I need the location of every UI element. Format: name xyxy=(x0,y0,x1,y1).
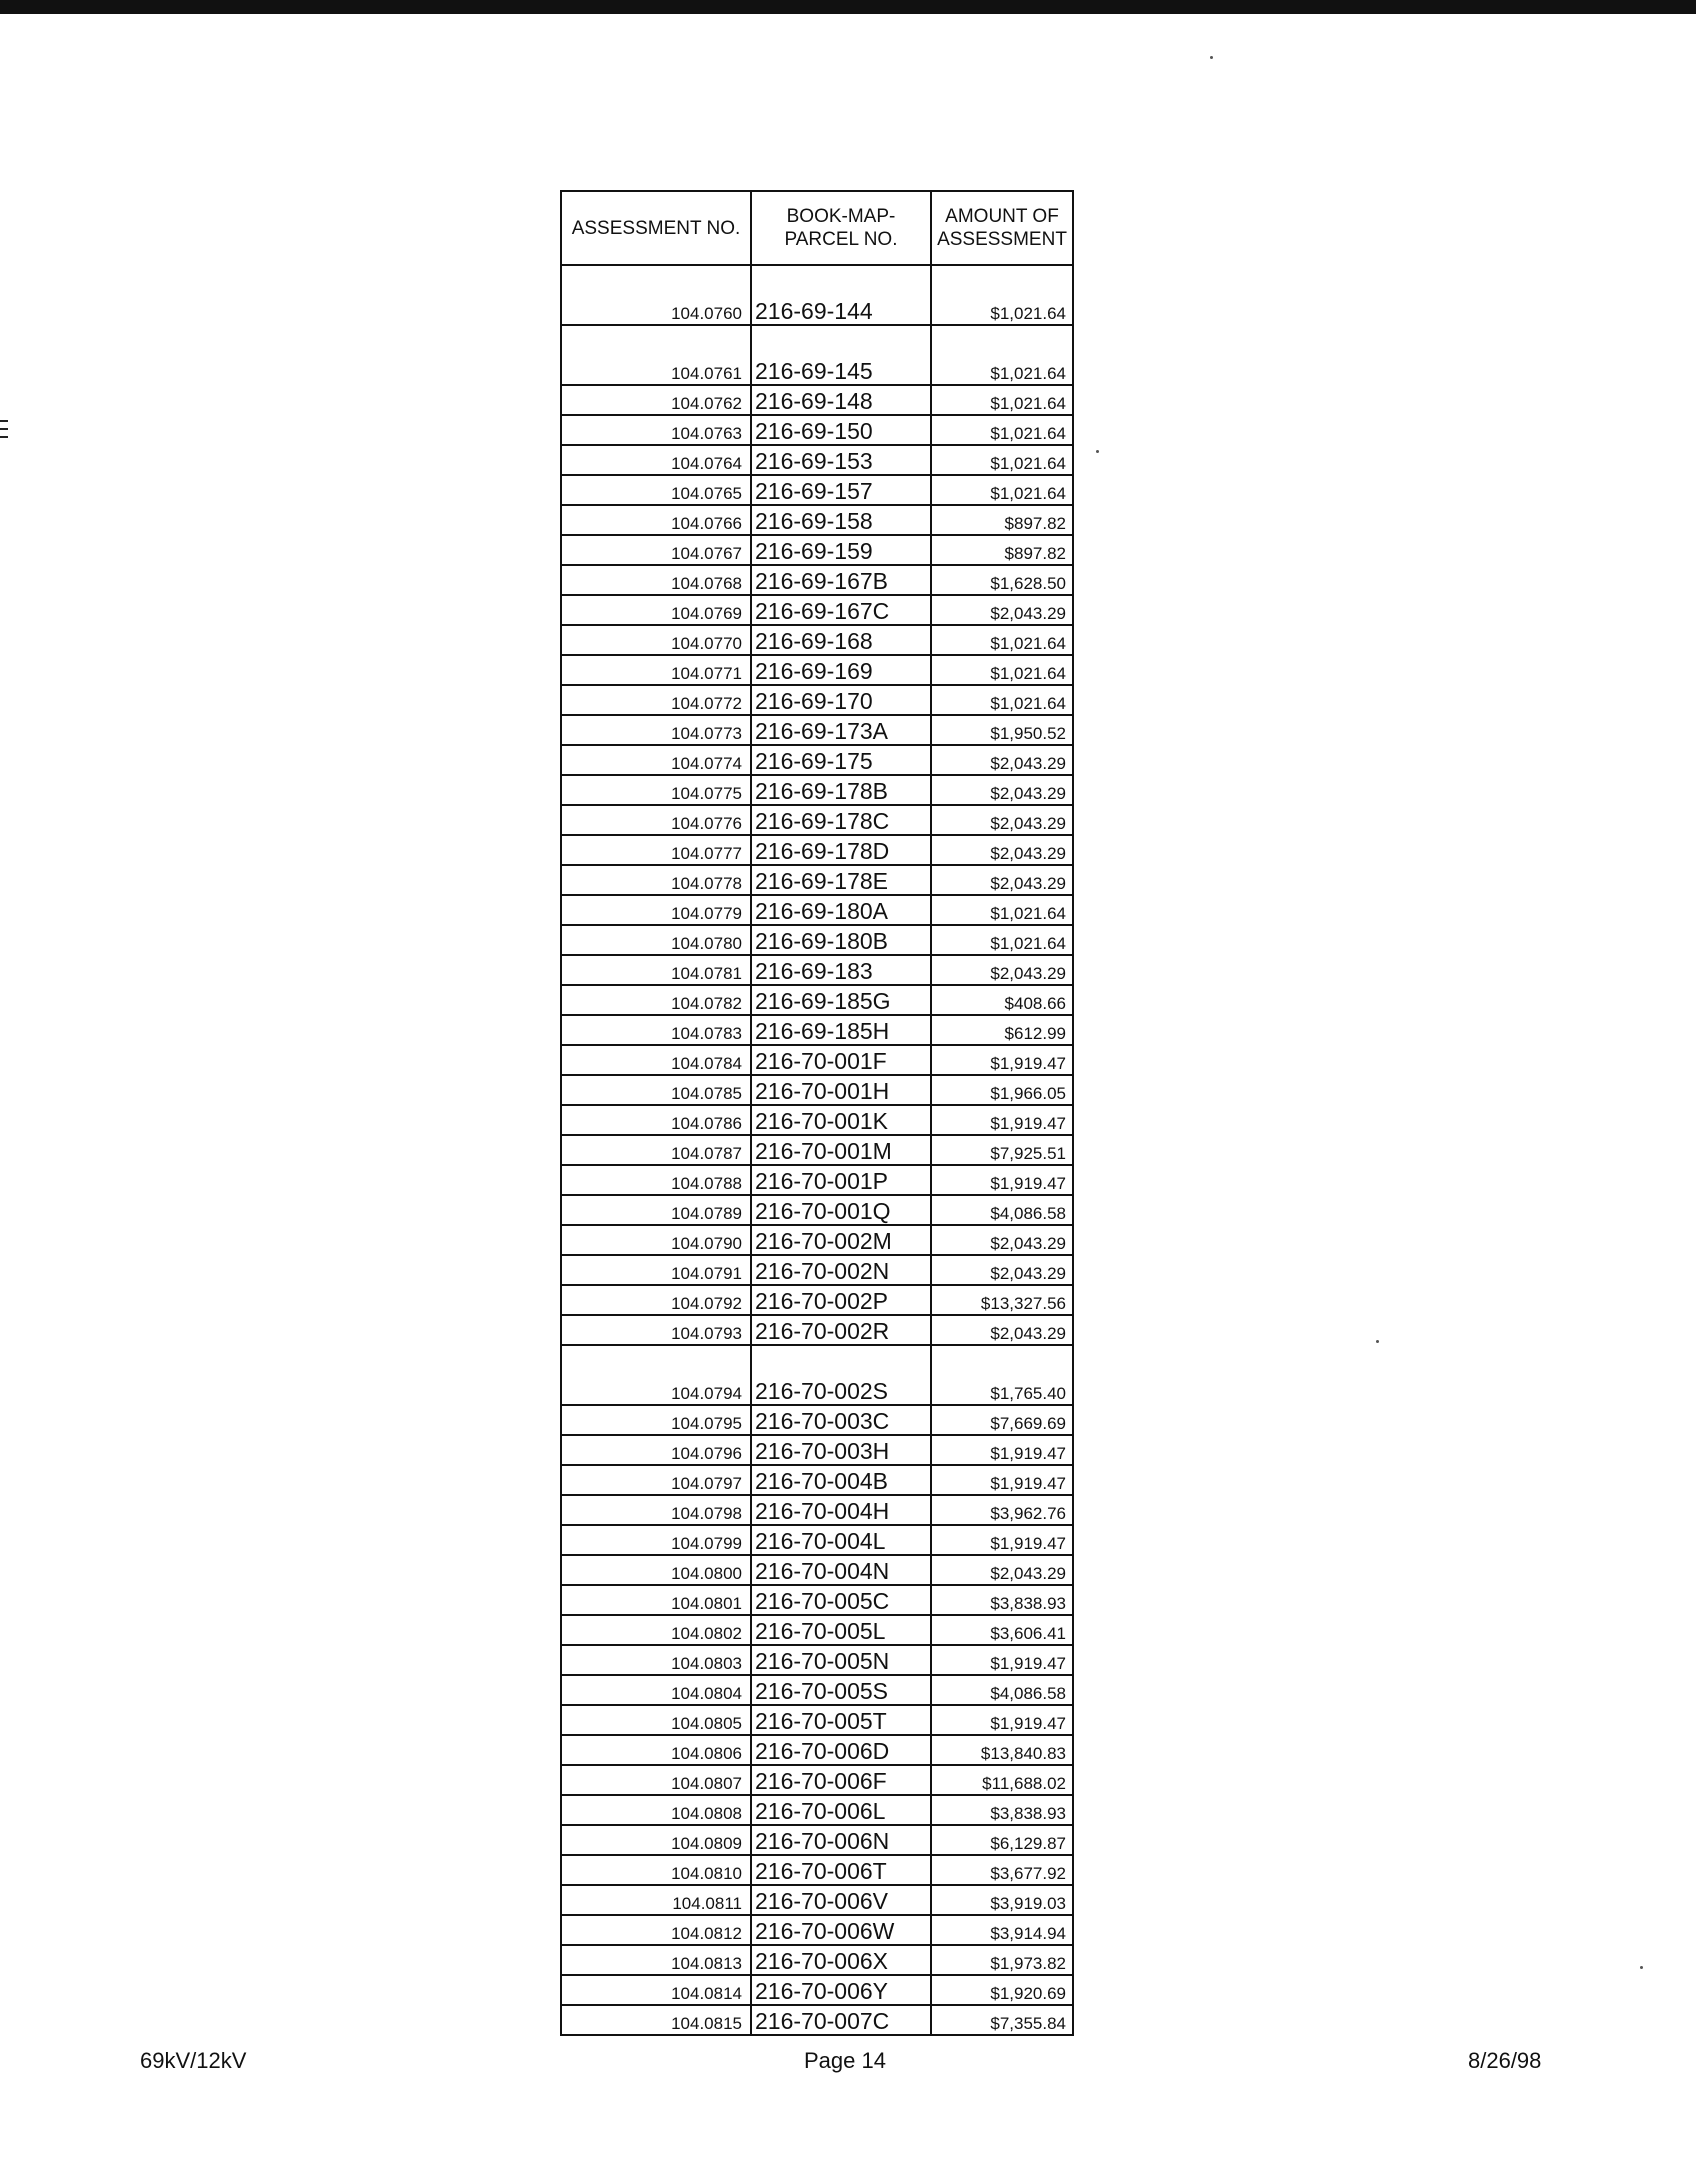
parcel-no-cell: 216-70-003H xyxy=(751,1435,931,1465)
table-row xyxy=(561,1255,1073,1285)
parcel-no-cell: 216-70-002N xyxy=(751,1255,931,1285)
assessment-no-cell: 104.0803 xyxy=(561,1645,751,1675)
parcel-no-cell: 216-69-185H xyxy=(751,1015,931,1045)
table-row xyxy=(561,595,1073,625)
assessment-no-cell: 104.0788 xyxy=(561,1165,751,1195)
assessment-no-cell: 104.0787 xyxy=(561,1135,751,1165)
parcel-no-cell: 216-70-001P xyxy=(751,1165,931,1195)
assessment-no-cell: 104.0782 xyxy=(561,985,751,1015)
table-row xyxy=(561,1045,1073,1075)
amount-cell: $11,688.02 xyxy=(931,1765,1073,1795)
amount-cell: $897.82 xyxy=(931,535,1073,565)
assessment-no-cell: 104.0790 xyxy=(561,1225,751,1255)
assessment-no-cell: 104.0799 xyxy=(561,1525,751,1555)
parcel-no-cell: 216-70-005T xyxy=(751,1705,931,1735)
amount-cell: $3,838.93 xyxy=(931,1795,1073,1825)
table-row xyxy=(561,835,1073,865)
parcel-no-cell: 216-69-144 xyxy=(751,265,931,325)
amount-cell: $7,669.69 xyxy=(931,1405,1073,1435)
table-row xyxy=(561,2005,1073,2035)
amount-cell: $3,677.92 xyxy=(931,1855,1073,1885)
table-row xyxy=(561,865,1073,895)
parcel-no-cell: 216-70-006N xyxy=(751,1825,931,1855)
amount-cell: $2,043.29 xyxy=(931,1555,1073,1585)
assessment-no-cell: 104.0769 xyxy=(561,595,751,625)
table-row xyxy=(561,1525,1073,1555)
table-row xyxy=(561,1135,1073,1165)
table-row xyxy=(561,1675,1073,1705)
table-row xyxy=(561,1405,1073,1435)
parcel-no-cell: 216-69-159 xyxy=(751,535,931,565)
amount-cell: $1,765.40 xyxy=(931,1345,1073,1405)
assessment-no-cell: 104.0786 xyxy=(561,1105,751,1135)
table-row xyxy=(561,1915,1073,1945)
table-body xyxy=(561,265,1073,2035)
scan-margin-mark xyxy=(0,420,8,422)
table-row xyxy=(561,1435,1073,1465)
assessment-no-cell: 104.0812 xyxy=(561,1915,751,1945)
assessment-no-cell: 104.0810 xyxy=(561,1855,751,1885)
assessment-no-cell: 104.0794 xyxy=(561,1345,751,1405)
assessment-table xyxy=(560,190,1074,2036)
assessment-no-cell: 104.0792 xyxy=(561,1285,751,1315)
table-row xyxy=(561,565,1073,595)
parcel-no-cell: 216-70-003C xyxy=(751,1405,931,1435)
table-row xyxy=(561,1585,1073,1615)
parcel-no-cell: 216-69-168 xyxy=(751,625,931,655)
amount-cell: $3,838.93 xyxy=(931,1585,1073,1615)
table-row xyxy=(561,745,1073,775)
assessment-no-cell: 104.0785 xyxy=(561,1075,751,1105)
parcel-no-cell: 216-69-178D xyxy=(751,835,931,865)
table-row xyxy=(561,895,1073,925)
assessment-no-cell: 104.0763 xyxy=(561,415,751,445)
parcel-no-cell: 216-69-175 xyxy=(751,745,931,775)
parcel-no-cell: 216-69-150 xyxy=(751,415,931,445)
footer-page-number: Page 14 xyxy=(804,2048,886,2073)
amount-cell: $2,043.29 xyxy=(931,595,1073,625)
table-row xyxy=(561,655,1073,685)
table-row xyxy=(561,265,1073,325)
amount-cell: $1,021.64 xyxy=(931,925,1073,955)
amount-cell: $612.99 xyxy=(931,1015,1073,1045)
table-row xyxy=(561,1735,1073,1765)
parcel-no-cell: 216-69-167C xyxy=(751,595,931,625)
assessment-no-cell: 104.0776 xyxy=(561,805,751,835)
amount-cell: $1,919.47 xyxy=(931,1525,1073,1555)
table-row xyxy=(561,415,1073,445)
table-row xyxy=(561,1945,1073,1975)
table-row xyxy=(561,685,1073,715)
parcel-no-cell: 216-70-006X xyxy=(751,1945,931,1975)
parcel-no-cell: 216-69-157 xyxy=(751,475,931,505)
table-row xyxy=(561,955,1073,985)
assessment-no-cell: 104.0765 xyxy=(561,475,751,505)
amount-cell: $7,355.84 xyxy=(931,2005,1073,2035)
parcel-no-cell: 216-70-004N xyxy=(751,1555,931,1585)
amount-cell: $1,021.64 xyxy=(931,475,1073,505)
assessment-no-cell: 104.0774 xyxy=(561,745,751,775)
table-row xyxy=(561,385,1073,415)
assessment-no-cell: 104.0762 xyxy=(561,385,751,415)
header-amount: AMOUNT OF ASSESSMENT xyxy=(931,191,1073,265)
amount-cell: $408.66 xyxy=(931,985,1073,1015)
assessment-no-cell: 104.0770 xyxy=(561,625,751,655)
parcel-no-cell: 216-70-005N xyxy=(751,1645,931,1675)
parcel-no-cell: 216-69-145 xyxy=(751,325,931,385)
parcel-no-cell: 216-69-180A xyxy=(751,895,931,925)
amount-cell: $2,043.29 xyxy=(931,745,1073,775)
table-row xyxy=(561,1495,1073,1525)
assessment-no-cell: 104.0771 xyxy=(561,655,751,685)
amount-cell: $2,043.29 xyxy=(931,805,1073,835)
assessment-no-cell: 104.0796 xyxy=(561,1435,751,1465)
parcel-no-cell: 216-69-183 xyxy=(751,955,931,985)
scan-speck xyxy=(1640,1966,1643,1969)
table-row xyxy=(561,1975,1073,2005)
table-row xyxy=(561,475,1073,505)
table-row xyxy=(561,805,1073,835)
amount-cell: $1,021.64 xyxy=(931,325,1073,385)
assessment-no-cell: 104.0772 xyxy=(561,685,751,715)
parcel-no-cell: 216-69-180B xyxy=(751,925,931,955)
amount-cell: $1,021.64 xyxy=(931,685,1073,715)
table-row xyxy=(561,1855,1073,1885)
table-row xyxy=(561,1705,1073,1735)
parcel-no-cell: 216-70-002P xyxy=(751,1285,931,1315)
table-row xyxy=(561,625,1073,655)
assessment-no-cell: 104.0800 xyxy=(561,1555,751,1585)
amount-cell: $1,021.64 xyxy=(931,445,1073,475)
amount-cell: $1,973.82 xyxy=(931,1945,1073,1975)
amount-cell: $1,919.47 xyxy=(931,1705,1073,1735)
table-row xyxy=(561,1315,1073,1345)
parcel-no-cell: 216-70-001H xyxy=(751,1075,931,1105)
assessment-no-cell: 104.0760 xyxy=(561,265,751,325)
amount-cell: $1,021.64 xyxy=(931,385,1073,415)
table-row xyxy=(561,1285,1073,1315)
assessment-no-cell: 104.0791 xyxy=(561,1255,751,1285)
amount-cell: $1,919.47 xyxy=(931,1465,1073,1495)
table-row xyxy=(561,535,1073,565)
table-row xyxy=(561,1795,1073,1825)
assessment-no-cell: 104.0783 xyxy=(561,1015,751,1045)
assessment-no-cell: 104.0779 xyxy=(561,895,751,925)
assessment-no-cell: 104.0773 xyxy=(561,715,751,745)
assessment-no-cell: 104.0766 xyxy=(561,505,751,535)
scan-margin-mark xyxy=(0,436,8,438)
assessment-no-cell: 104.0777 xyxy=(561,835,751,865)
table-row xyxy=(561,1645,1073,1675)
amount-cell: $1,919.47 xyxy=(931,1105,1073,1135)
parcel-no-cell: 216-70-005C xyxy=(751,1585,931,1615)
assessment-no-cell: 104.0798 xyxy=(561,1495,751,1525)
table-row xyxy=(561,1075,1073,1105)
table-row xyxy=(561,1015,1073,1045)
parcel-no-cell: 216-69-170 xyxy=(751,685,931,715)
parcel-no-cell: 216-70-002R xyxy=(751,1315,931,1345)
parcel-no-cell: 216-70-002M xyxy=(751,1225,931,1255)
assessment-no-cell: 104.0811 xyxy=(561,1885,751,1915)
table-row xyxy=(561,445,1073,475)
parcel-no-cell: 216-70-004H xyxy=(751,1495,931,1525)
assessment-no-cell: 104.0804 xyxy=(561,1675,751,1705)
scan-speck xyxy=(1210,56,1213,59)
amount-cell: $3,606.41 xyxy=(931,1615,1073,1645)
table-row xyxy=(561,925,1073,955)
table-row xyxy=(561,715,1073,745)
amount-cell: $1,021.64 xyxy=(931,415,1073,445)
table-row xyxy=(561,325,1073,385)
parcel-no-cell: 216-70-004L xyxy=(751,1525,931,1555)
scan-speck xyxy=(1376,1340,1379,1343)
amount-cell: $2,043.29 xyxy=(931,955,1073,985)
amount-cell: $897.82 xyxy=(931,505,1073,535)
table-row xyxy=(561,1195,1073,1225)
assessment-no-cell: 104.0802 xyxy=(561,1615,751,1645)
scan-speck xyxy=(1096,450,1099,453)
amount-cell: $1,919.47 xyxy=(931,1045,1073,1075)
parcel-no-cell: 216-69-169 xyxy=(751,655,931,685)
assessment-no-cell: 104.0806 xyxy=(561,1735,751,1765)
amount-cell: $13,327.56 xyxy=(931,1285,1073,1315)
parcel-no-cell: 216-70-006Y xyxy=(751,1975,931,2005)
parcel-no-cell: 216-70-004B xyxy=(751,1465,931,1495)
amount-cell: $1,021.64 xyxy=(931,655,1073,685)
amount-cell: $2,043.29 xyxy=(931,865,1073,895)
parcel-no-cell: 216-69-178B xyxy=(751,775,931,805)
assessment-no-cell: 104.0807 xyxy=(561,1765,751,1795)
assessment-no-cell: 104.0780 xyxy=(561,925,751,955)
amount-cell: $1,966.05 xyxy=(931,1075,1073,1105)
assessment-no-cell: 104.0801 xyxy=(561,1585,751,1615)
amount-cell: $2,043.29 xyxy=(931,1225,1073,1255)
parcel-no-cell: 216-70-001K xyxy=(751,1105,931,1135)
footer-voltage-label: 69kV/12kV xyxy=(140,2048,247,2073)
assessment-no-cell: 104.0795 xyxy=(561,1405,751,1435)
amount-cell: $1,021.64 xyxy=(931,265,1073,325)
amount-cell: $2,043.29 xyxy=(931,835,1073,865)
amount-cell: $6,129.87 xyxy=(931,1825,1073,1855)
assessment-no-cell: 104.0815 xyxy=(561,2005,751,2035)
amount-cell: $13,840.83 xyxy=(931,1735,1073,1765)
table-row xyxy=(561,1885,1073,1915)
amount-cell: $1,628.50 xyxy=(931,565,1073,595)
assessment-no-cell: 104.0805 xyxy=(561,1705,751,1735)
table-row xyxy=(561,985,1073,1015)
assessment-no-cell: 104.0793 xyxy=(561,1315,751,1345)
parcel-no-cell: 216-69-167B xyxy=(751,565,931,595)
header-parcel-no: BOOK-MAP-PARCEL NO. xyxy=(751,191,931,265)
assessment-no-cell: 104.0781 xyxy=(561,955,751,985)
assessment-no-cell: 104.0808 xyxy=(561,1795,751,1825)
table-header-row xyxy=(561,191,1073,265)
table-row xyxy=(561,1465,1073,1495)
parcel-no-cell: 216-70-005S xyxy=(751,1675,931,1705)
parcel-no-cell: 216-69-173A xyxy=(751,715,931,745)
parcel-no-cell: 216-69-153 xyxy=(751,445,931,475)
assessment-no-cell: 104.0778 xyxy=(561,865,751,895)
parcel-no-cell: 216-70-006D xyxy=(751,1735,931,1765)
table-row xyxy=(561,1825,1073,1855)
parcel-no-cell: 216-69-178C xyxy=(751,805,931,835)
assessment-no-cell: 104.0797 xyxy=(561,1465,751,1495)
table-row xyxy=(561,775,1073,805)
parcel-no-cell: 216-70-006W xyxy=(751,1915,931,1945)
parcel-no-cell: 216-70-001F xyxy=(751,1045,931,1075)
table-row xyxy=(561,1615,1073,1645)
assessment-no-cell: 104.0767 xyxy=(561,535,751,565)
table-row xyxy=(561,1105,1073,1135)
assessment-no-cell: 104.0813 xyxy=(561,1945,751,1975)
assessment-no-cell: 104.0768 xyxy=(561,565,751,595)
parcel-no-cell: 216-70-006T xyxy=(751,1855,931,1885)
amount-cell: $1,920.69 xyxy=(931,1975,1073,2005)
assessment-no-cell: 104.0814 xyxy=(561,1975,751,2005)
amount-cell: $4,086.58 xyxy=(931,1675,1073,1705)
amount-cell: $2,043.29 xyxy=(931,1315,1073,1345)
parcel-no-cell: 216-69-178E xyxy=(751,865,931,895)
parcel-no-cell: 216-69-158 xyxy=(751,505,931,535)
parcel-no-cell: 216-70-006F xyxy=(751,1765,931,1795)
amount-cell: $1,950.52 xyxy=(931,715,1073,745)
table-row xyxy=(561,1345,1073,1405)
amount-cell: $1,919.47 xyxy=(931,1645,1073,1675)
amount-cell: $1,021.64 xyxy=(931,625,1073,655)
table-row xyxy=(561,1165,1073,1195)
parcel-no-cell: 216-70-001Q xyxy=(751,1195,931,1225)
assessment-no-cell: 104.0764 xyxy=(561,445,751,475)
assessment-no-cell: 104.0809 xyxy=(561,1825,751,1855)
parcel-no-cell: 216-70-002S xyxy=(751,1345,931,1405)
amount-cell: $4,086.58 xyxy=(931,1195,1073,1225)
parcel-no-cell: 216-69-148 xyxy=(751,385,931,415)
scan-margin-mark xyxy=(0,428,8,430)
amount-cell: $3,914.94 xyxy=(931,1915,1073,1945)
assessment-no-cell: 104.0784 xyxy=(561,1045,751,1075)
amount-cell: $3,962.76 xyxy=(931,1495,1073,1525)
assessment-table-wrapper xyxy=(560,190,1072,2036)
scan-top-edge xyxy=(0,0,1696,14)
amount-cell: $1,919.47 xyxy=(931,1435,1073,1465)
amount-cell: $2,043.29 xyxy=(931,775,1073,805)
parcel-no-cell: 216-70-005L xyxy=(751,1615,931,1645)
footer-date: 8/26/98 xyxy=(1468,2048,1542,2073)
parcel-no-cell: 216-70-006L xyxy=(751,1795,931,1825)
header-assessment-no: ASSESSMENT NO. xyxy=(561,191,751,265)
parcel-no-cell: 216-70-001M xyxy=(751,1135,931,1165)
assessment-no-cell: 104.0761 xyxy=(561,325,751,385)
table-row xyxy=(561,505,1073,535)
parcel-no-cell: 216-70-006V xyxy=(751,1885,931,1915)
table-row xyxy=(561,1555,1073,1585)
assessment-no-cell: 104.0775 xyxy=(561,775,751,805)
amount-cell: $1,919.47 xyxy=(931,1165,1073,1195)
amount-cell: $3,919.03 xyxy=(931,1885,1073,1915)
parcel-no-cell: 216-69-185G xyxy=(751,985,931,1015)
table-row xyxy=(561,1225,1073,1255)
parcel-no-cell: 216-70-007C xyxy=(751,2005,931,2035)
amount-cell: $1,021.64 xyxy=(931,895,1073,925)
table-row xyxy=(561,1765,1073,1795)
assessment-no-cell: 104.0789 xyxy=(561,1195,751,1225)
amount-cell: $2,043.29 xyxy=(931,1255,1073,1285)
amount-cell: $7,925.51 xyxy=(931,1135,1073,1165)
